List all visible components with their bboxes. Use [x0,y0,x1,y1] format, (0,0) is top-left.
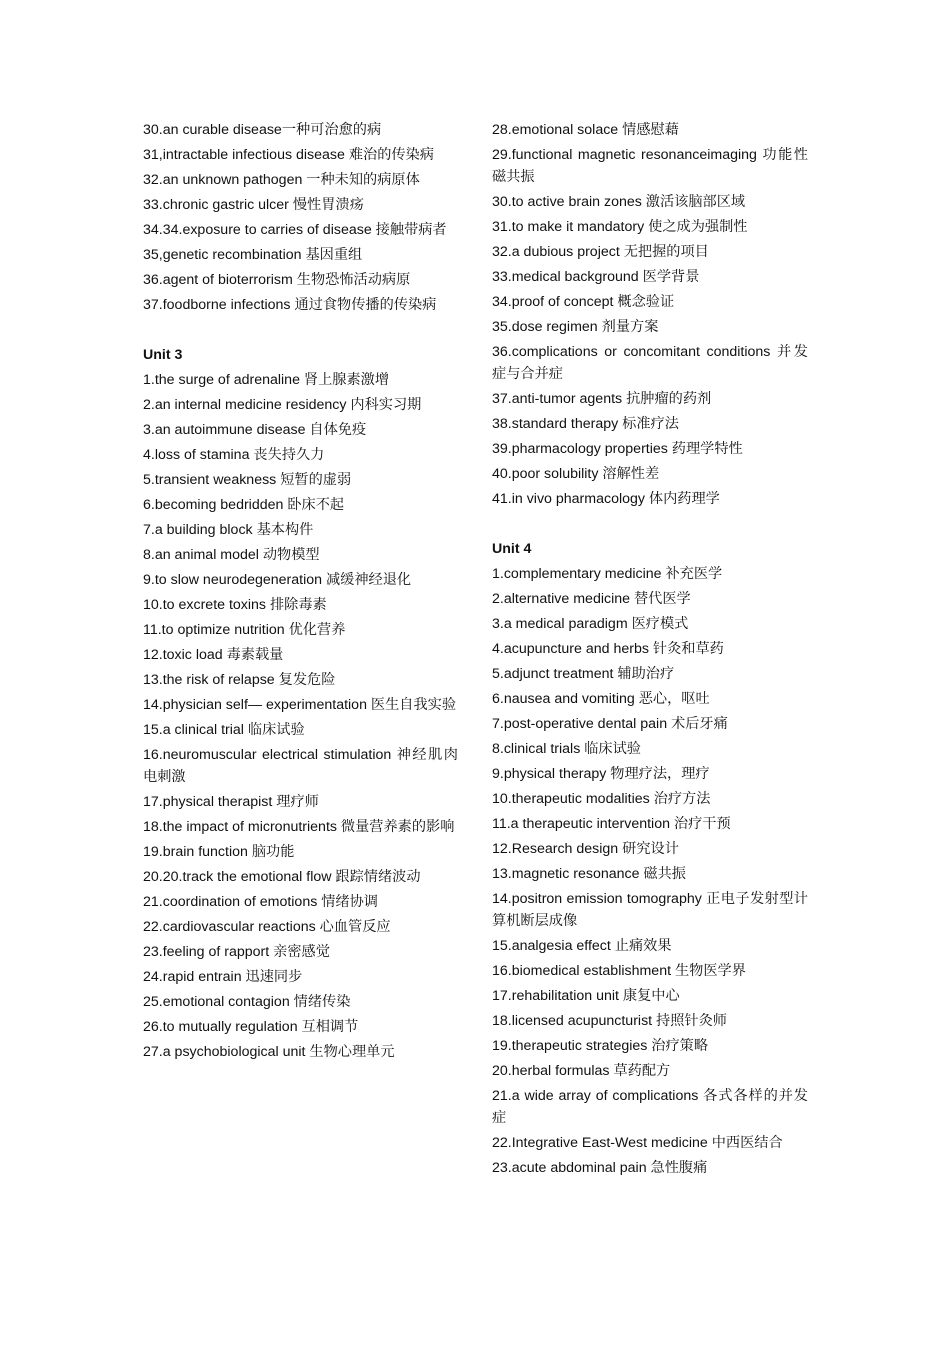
list-item: 28.emotional solace 情感慰藉 [492,122,679,138]
list-item: 20.20.track the emotional flow 跟踪情绪波动 [143,869,421,885]
list-item: 22.cardiovascular reactions 心血管反应 [143,919,391,935]
list-item: 23.acute abdominal pain 急性腹痛 [492,1160,708,1176]
list-item: 8.an animal model 动物模型 [143,547,320,563]
list-item: 2.an internal medicine residency 内科实习期 [143,397,422,413]
list-item: 21.coordination of emotions 情绪协调 [143,894,378,910]
list-item: 36.agent of bioterrorism 生物恐怖活动病原 [143,272,411,288]
list-item: 1.complementary medicine 补充医学 [492,566,723,582]
list-item: 13.the risk of relapse 复发危险 [143,672,336,688]
list-item: 2.alternative medicine 替代医学 [492,591,691,607]
list-item: 10.to excrete toxins 排除毒素 [143,597,327,613]
list-item: 31,intractable infectious disease 难治的传染病 [143,147,434,163]
list-item: 19.therapeutic strategies 治疗策略 [492,1038,709,1054]
list-item: 30.to active brain zones 激活该脑部区域 [492,194,746,210]
list-item: 33.medical background 医学背景 [492,269,700,285]
list-item: 8.clinical trials 临床试验 [492,741,641,757]
left-column [143,119,458,1066]
list-item: 26.to mutually regulation 互相调节 [143,1019,359,1035]
list-item: 37.foodborne infections 通过食物传播的传染病 [143,297,437,313]
list-item: 21.a wide array of complications 各式各样的并发症 [492,1088,808,1126]
list-item: 32.a dubious project 无把握的项目 [492,244,709,260]
list-item: 4.acupuncture and herbs 针灸和草药 [492,641,724,657]
list-item: 19.brain function 脑功能 [143,844,295,860]
list-item: 7.a building block 基本构件 [143,522,314,538]
list-item: 15.a clinical trial 临床试验 [143,722,305,738]
section-spacer [143,319,458,344]
list-item: 12.Research design 研究设计 [492,841,679,857]
unit-3-heading: Unit 3 [143,347,183,363]
list-item: 15.analgesia effect 止痛效果 [492,938,672,954]
unit-4-heading: Unit 4 [492,541,532,557]
list-item: 5.adjunct treatment 辅助治疗 [492,666,675,682]
list-item: 32.an unknown pathogen 一种未知的病原体 [143,172,420,188]
list-item: 22.Integrative East-West medicine 中西医结合 [492,1135,783,1151]
list-item: 35,genetic recombination 基因重组 [143,247,363,263]
list-item: 11.a therapeutic intervention 治疗干预 [492,816,731,832]
list-item: 1.the surge of adrenaline 肾上腺素激增 [143,372,390,388]
list-item: 16.neuromuscular electrical stimulation 神经肌肉电刺激 [143,747,458,785]
list-item: 9.physical therapy 物理疗法，理疗 [492,766,710,782]
list-item: 20.herbal formulas 草药配方 [492,1063,671,1079]
list-item: 39.pharmacology properties 药理学特性 [492,441,743,457]
right-entry-list-b [492,563,808,1179]
list-item: 17.rehabilitation unit 康复中心 [492,988,680,1004]
list-item: 9.to slow neurodegeneration 减缓神经退化 [143,572,412,588]
list-item: 41.in vivo pharmacology 体内药理学 [492,491,720,507]
list-item: 31.to make it mandatory 使之成为强制性 [492,219,748,235]
list-item: 3.an autoimmune disease 自体免疫 [143,422,367,438]
list-item: 11.to optimize nutrition 优化营养 [143,622,346,638]
list-item: 36.complications or concomitant conditions 并发症与合并症 [492,344,808,382]
list-item: 6.becoming bedridden 卧床不起 [143,497,345,513]
list-item: 7.post-operative dental pain 术后牙痛 [492,716,728,732]
list-item: 37.anti-tumor agents 抗肿瘤的药剂 [492,391,712,407]
list-item: 24.rapid entrain 迅速同步 [143,969,303,985]
list-item: 13.magnetic resonance 磁共振 [492,866,686,882]
list-item: 14.physician self— experimentation 医生自我实验 [143,697,457,713]
right-entry-list-a [492,119,808,510]
list-item: 40.poor solubility 溶解性差 [492,466,660,482]
right-column [492,119,808,1182]
list-item: 18.licensed acupuncturist 持照针灸师 [492,1013,727,1029]
left-entry-list-b [143,369,458,1063]
list-item: 17.physical therapist 理疗师 [143,794,319,810]
left-entry-list-a [143,119,458,316]
list-item: 34.proof of concept 概念验证 [492,294,675,310]
list-item: 23.feeling of rapport 亲密感觉 [143,944,330,960]
list-item: 12.toxic load 毒素载量 [143,647,284,663]
list-item: 3.a medical paradigm 医疗模式 [492,616,689,632]
list-item: 6.nausea and vomiting 恶心，呕吐 [492,691,710,707]
list-item: 27.a psychobiological unit 生物心理单元 [143,1044,395,1060]
list-item: 16.biomedical establishment 生物医学界 [492,963,746,979]
list-item: 25.emotional contagion 情绪传染 [143,994,351,1010]
list-item: 33.chronic gastric ulcer 慢性胃溃疡 [143,197,364,213]
list-item: 30.an curable disease一种可治愈的病 [143,122,382,138]
list-item: 35.dose regimen 剂量方案 [492,319,659,335]
list-item: 18.the impact of micronutrients 微量营养素的影响 [143,819,455,835]
section-spacer [492,513,808,538]
list-item: 10.therapeutic modalities 治疗方法 [492,791,711,807]
list-item: 5.transient weakness 短暂的虚弱 [143,472,352,488]
list-item: 34.34.exposure to carries of disease 接触带病者 [143,222,447,238]
list-item: 14.positron emission tomography 正电子发射型计算机断层成像 [492,891,808,929]
list-item: 38.standard therapy 标准疗法 [492,416,679,432]
list-item: 29.functional magnetic resonanceimaging 功能性磁共振 [492,147,808,185]
list-item: 4.loss of stamina 丧失持久力 [143,447,325,463]
